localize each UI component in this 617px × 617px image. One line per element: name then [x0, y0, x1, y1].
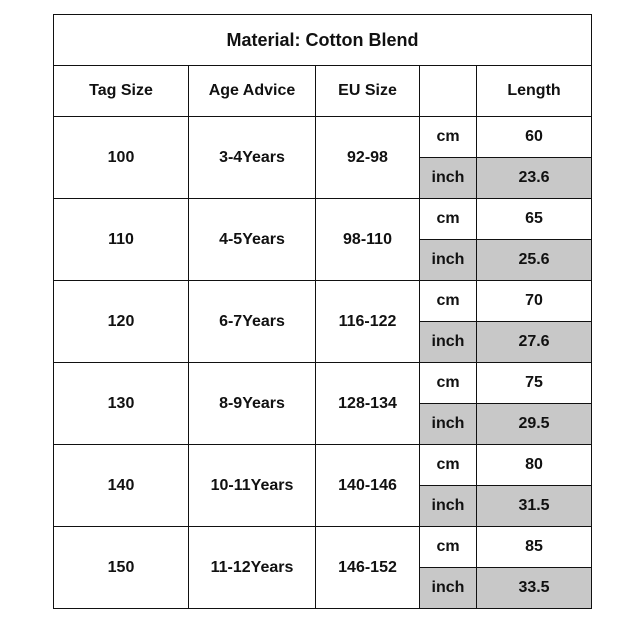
tag-size-cell: 110 — [54, 199, 189, 281]
size-chart-table — [53, 14, 592, 609]
header-eu-size: EU Size — [316, 66, 420, 117]
tag-size-cell: 120 — [54, 281, 189, 363]
length-inch-value: 25.6 — [477, 240, 592, 281]
tag-size-cell: 150 — [54, 527, 189, 609]
size-row — [54, 527, 592, 568]
title-row — [54, 15, 592, 66]
size-row — [54, 281, 592, 322]
age-advice-cell: 10-11Years — [189, 445, 316, 527]
length-cm-value: 60 — [477, 117, 592, 158]
unit-inch-label: inch — [420, 322, 477, 363]
length-cm-value: 75 — [477, 363, 592, 404]
unit-inch-label: inch — [420, 486, 477, 527]
unit-inch-label: inch — [420, 240, 477, 281]
eu-size-cell: 146-152 — [316, 527, 420, 609]
header-age-advice: Age Advice — [189, 66, 316, 117]
length-inch-value: 27.6 — [477, 322, 592, 363]
tag-size-cell: 100 — [54, 117, 189, 199]
header-tag-size: Tag Size — [54, 66, 189, 117]
size-row — [54, 363, 592, 404]
size-row — [54, 117, 592, 158]
header-length: Length — [477, 66, 592, 117]
age-advice-cell: 3-4Years — [189, 117, 316, 199]
eu-size-cell: 116-122 — [316, 281, 420, 363]
unit-cm-label: cm — [420, 199, 477, 240]
eu-size-cell: 140-146 — [316, 445, 420, 527]
unit-inch-label: inch — [420, 404, 477, 445]
length-inch-value: 23.6 — [477, 158, 592, 199]
material-title: Material: Cotton Blend — [54, 15, 592, 66]
length-inch-value: 29.5 — [477, 404, 592, 445]
unit-inch-label: inch — [420, 568, 477, 609]
unit-cm-label: cm — [420, 445, 477, 486]
header-unit — [420, 66, 477, 117]
age-advice-cell: 6-7Years — [189, 281, 316, 363]
age-advice-cell: 11-12Years — [189, 527, 316, 609]
size-row — [54, 445, 592, 486]
unit-inch-label: inch — [420, 158, 477, 199]
length-cm-value: 80 — [477, 445, 592, 486]
header-row — [54, 66, 592, 117]
tag-size-cell: 140 — [54, 445, 189, 527]
age-advice-cell: 4-5Years — [189, 199, 316, 281]
length-cm-value: 70 — [477, 281, 592, 322]
size-row — [54, 199, 592, 240]
length-inch-value: 33.5 — [477, 568, 592, 609]
unit-cm-label: cm — [420, 527, 477, 568]
unit-cm-label: cm — [420, 117, 477, 158]
length-inch-value: 31.5 — [477, 486, 592, 527]
unit-cm-label: cm — [420, 363, 477, 404]
eu-size-cell: 92-98 — [316, 117, 420, 199]
length-cm-value: 65 — [477, 199, 592, 240]
eu-size-cell: 98-110 — [316, 199, 420, 281]
length-cm-value: 85 — [477, 527, 592, 568]
age-advice-cell: 8-9Years — [189, 363, 316, 445]
unit-cm-label: cm — [420, 281, 477, 322]
tag-size-cell: 130 — [54, 363, 189, 445]
eu-size-cell: 128-134 — [316, 363, 420, 445]
